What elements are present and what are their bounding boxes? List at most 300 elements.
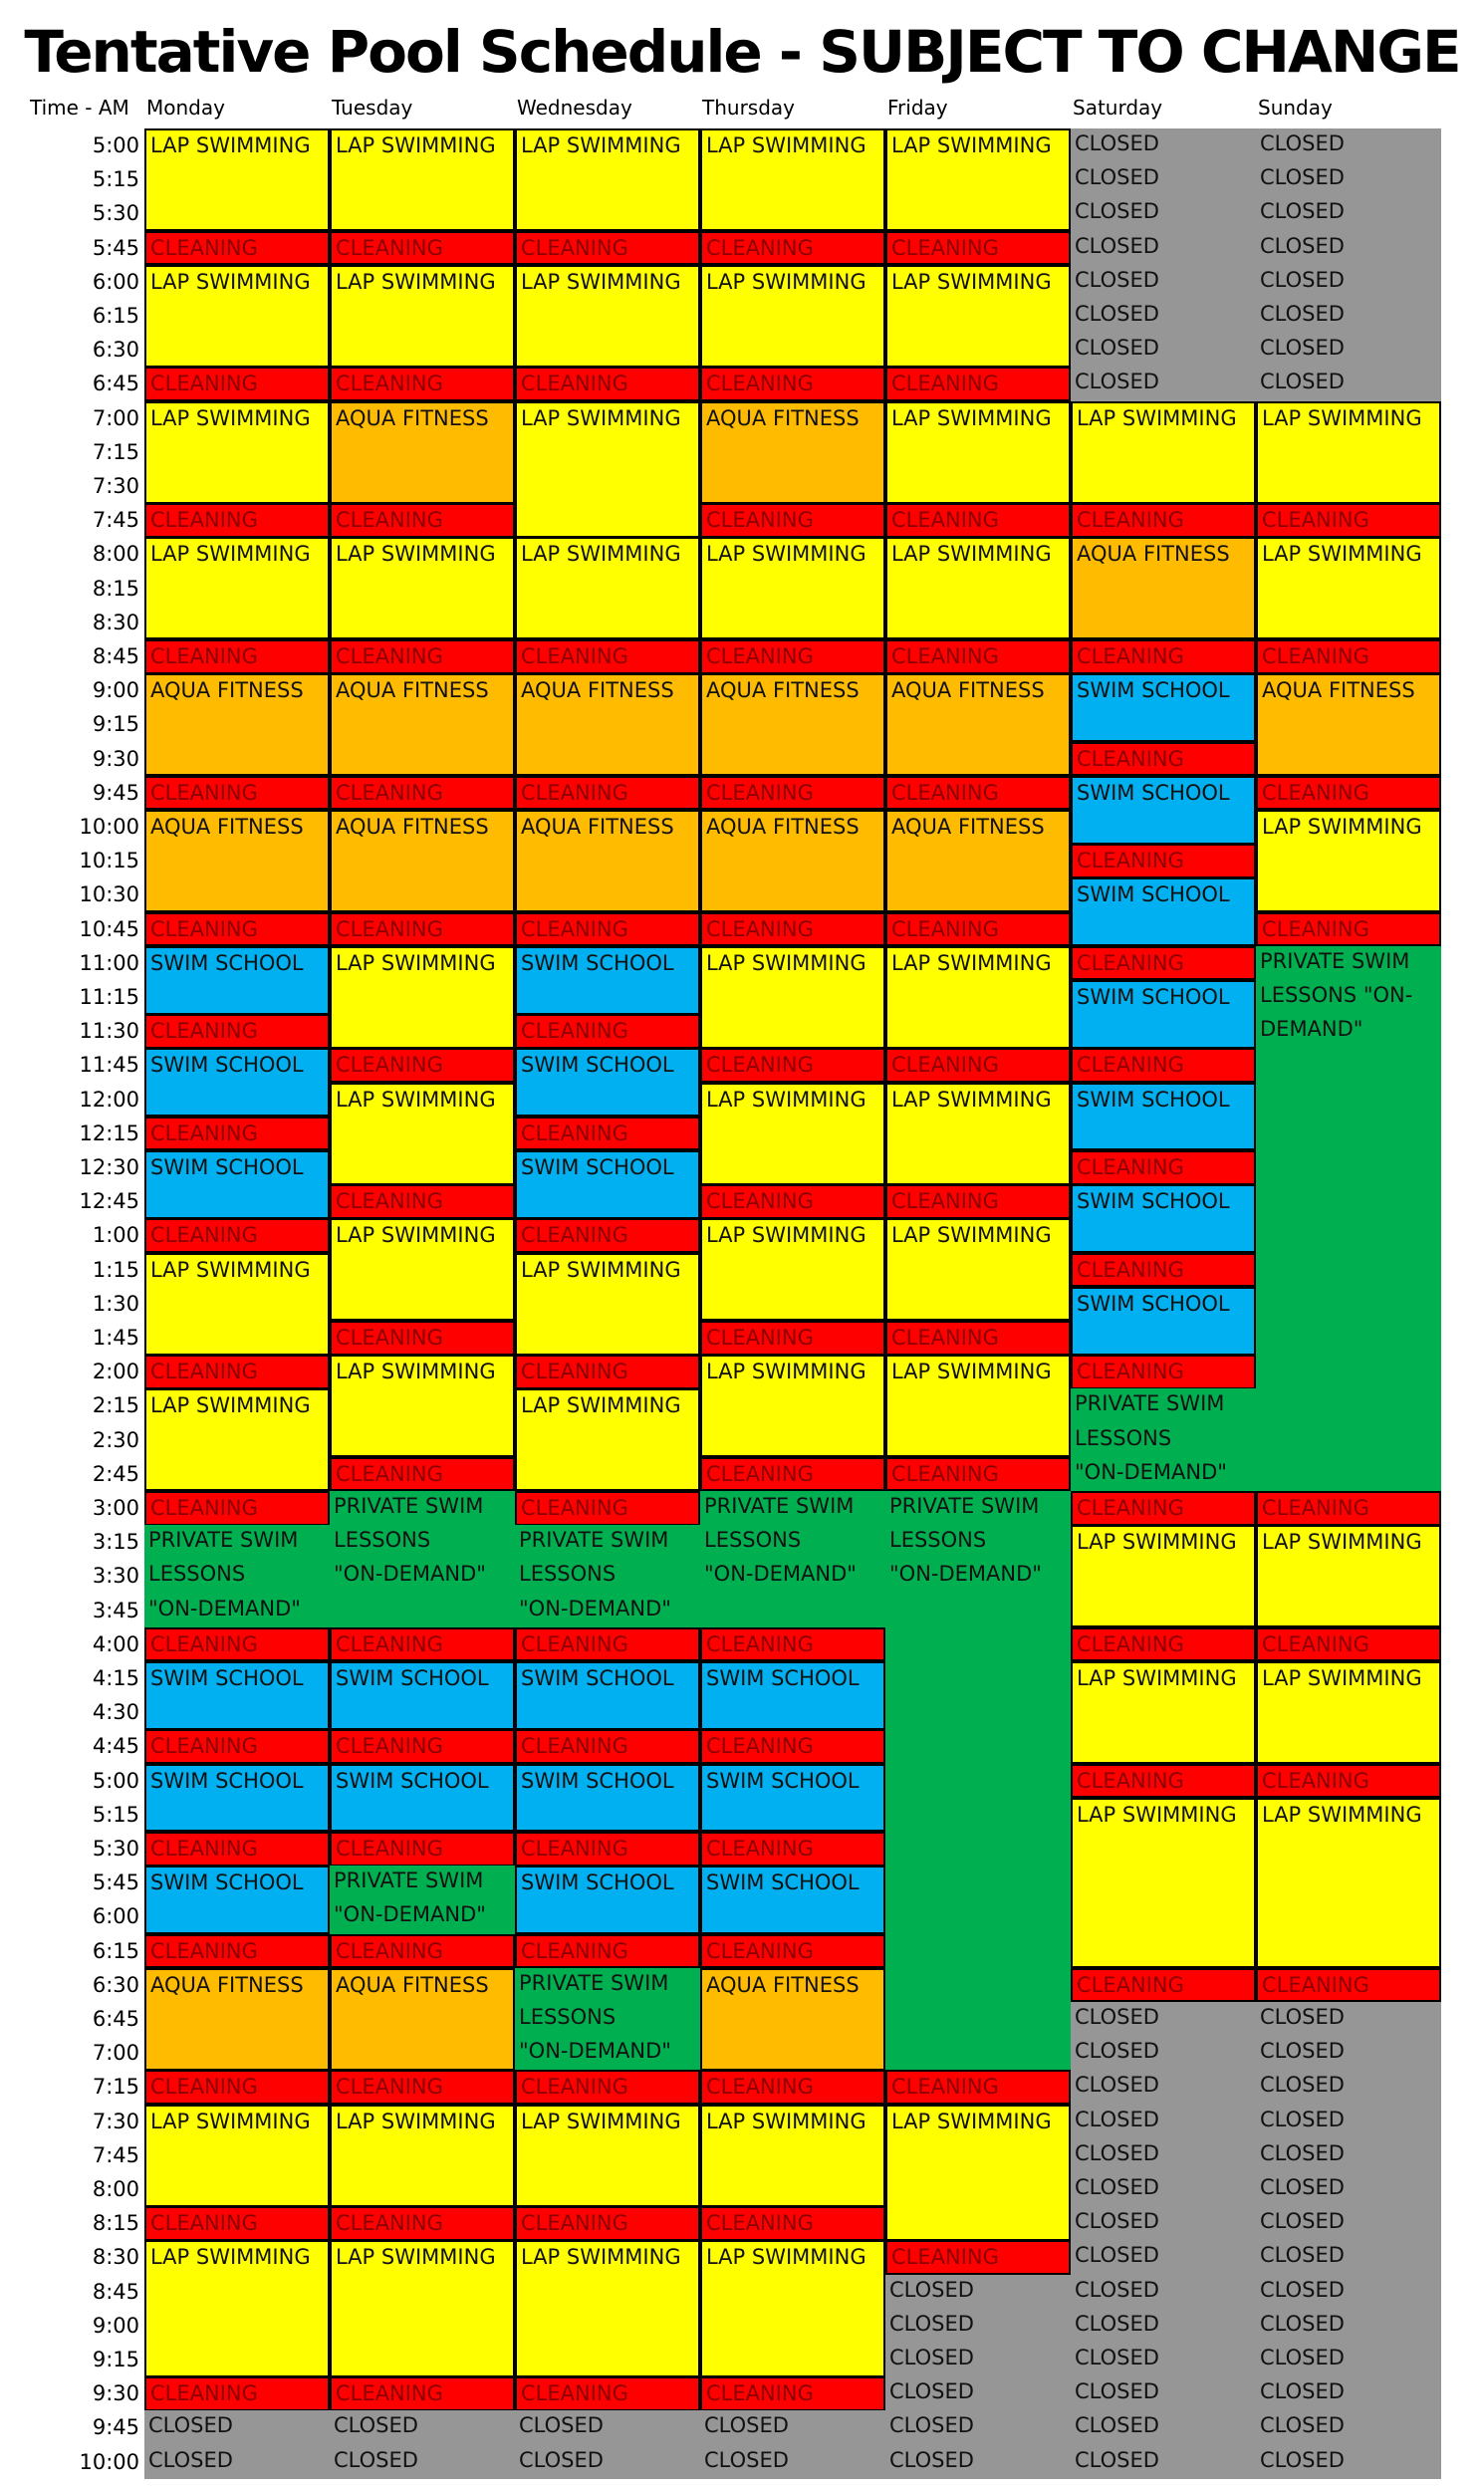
schedule-block-lap bbox=[700, 1355, 885, 1457]
block-label: CLOSED bbox=[148, 2447, 233, 2472]
schedule-block-aqua bbox=[330, 401, 515, 504]
time-label: 12:00 bbox=[79, 1087, 139, 1112]
time-label: 7:00 bbox=[92, 2041, 139, 2066]
schedule-block-clean bbox=[330, 1184, 515, 1219]
block-label: CLEANING bbox=[706, 2075, 814, 2100]
block-label: CLEANING bbox=[1262, 1768, 1369, 1793]
schedule-block-swim bbox=[515, 946, 700, 1015]
schedule-block-clean bbox=[330, 776, 515, 811]
block-label: CLEANING bbox=[521, 235, 628, 260]
block-label: LAP SWIMMING bbox=[1262, 1530, 1422, 1555]
block-label: "ON-DEMAND" bbox=[334, 1562, 486, 1587]
block-label: CLOSED bbox=[1075, 2277, 1159, 2302]
schedule-block-lap bbox=[885, 2105, 1071, 2241]
schedule-block-swim bbox=[1071, 1184, 1256, 1253]
block-label: CLOSED bbox=[1260, 2073, 1345, 2098]
block-label: CLEANING bbox=[891, 372, 999, 396]
block-label: CLOSED bbox=[519, 2447, 604, 2472]
block-label: CLOSED bbox=[1075, 131, 1159, 155]
schedule-block-clean bbox=[1071, 742, 1256, 777]
schedule-block-clean bbox=[515, 2376, 700, 2411]
time-label: 11:45 bbox=[79, 1053, 139, 1078]
block-label: AQUA FITNESS bbox=[336, 815, 489, 839]
time-label: 5:30 bbox=[92, 201, 139, 226]
block-label: CLEANING bbox=[891, 1189, 999, 1214]
schedule-block-lap bbox=[700, 128, 885, 231]
schedule-block-lap bbox=[700, 2105, 885, 2207]
time-label: 6:00 bbox=[92, 1904, 139, 1929]
block-label: CLOSED bbox=[1260, 2379, 1345, 2404]
block-label: LAP SWIMMING bbox=[521, 133, 681, 157]
time-label: 5:00 bbox=[92, 133, 139, 157]
schedule-block-clean bbox=[1071, 1048, 1256, 1083]
schedule-block-clean bbox=[144, 1218, 330, 1253]
block-label: CLEANING bbox=[1077, 1496, 1184, 1520]
block-label: LAP SWIMMING bbox=[150, 542, 311, 567]
time-label: 12:30 bbox=[79, 1155, 139, 1179]
block-label: CLEANING bbox=[1262, 780, 1369, 805]
schedule-block-lap bbox=[515, 2240, 700, 2376]
schedule-block-clean bbox=[144, 1117, 330, 1151]
schedule-block-lap bbox=[885, 128, 1071, 231]
time-label: 4:30 bbox=[92, 1700, 139, 1725]
schedule-block-aqua bbox=[1256, 673, 1441, 776]
schedule-block-clean bbox=[144, 1627, 330, 1662]
block-label: CLEANING bbox=[150, 508, 258, 533]
block-label: CLOSED bbox=[1075, 233, 1159, 258]
schedule-block-swim bbox=[330, 1764, 515, 1833]
block-label: LAP SWIMMING bbox=[706, 2245, 866, 2270]
block-label: LAP SWIMMING bbox=[1077, 405, 1237, 430]
block-label: CLEANING bbox=[336, 2381, 443, 2406]
schedule-block-closed bbox=[1071, 2036, 1256, 2071]
schedule-block-clean bbox=[144, 1491, 330, 1526]
block-label: LAP SWIMMING bbox=[336, 542, 496, 567]
schedule-block-lap bbox=[515, 2105, 700, 2207]
schedule-block-swim bbox=[1071, 1083, 1256, 1151]
block-label: AQUA FITNESS bbox=[336, 678, 489, 703]
block-label: CLEANING bbox=[706, 2381, 814, 2406]
schedule-block-clean bbox=[330, 1729, 515, 1764]
block-label: CLEANING bbox=[336, 2211, 443, 2236]
block-label: CLOSED bbox=[1075, 2073, 1159, 2098]
schedule-block-lap bbox=[1071, 401, 1256, 504]
schedule-block-lap bbox=[330, 946, 515, 1049]
block-label: CLEANING bbox=[150, 1120, 258, 1145]
block-label: LAP SWIMMING bbox=[150, 405, 311, 430]
schedule-block-aqua bbox=[144, 673, 330, 776]
time-label: 8:45 bbox=[92, 2279, 139, 2304]
block-label: LAP SWIMMING bbox=[336, 950, 496, 975]
block-label: CLEANING bbox=[521, 1120, 628, 1145]
block-label: CLOSED bbox=[1260, 2413, 1345, 2438]
block-label: PRIVATE SWIM bbox=[889, 1494, 1040, 1518]
time-label: 5:30 bbox=[92, 1837, 139, 1861]
schedule-block-clean bbox=[885, 1321, 1071, 1356]
schedule-block-clean bbox=[700, 231, 885, 266]
block-label: LAP SWIMMING bbox=[891, 2109, 1052, 2133]
schedule-block-clean bbox=[330, 2070, 515, 2105]
schedule-block-closed bbox=[885, 2343, 1071, 2377]
time-label: 2:45 bbox=[92, 1461, 139, 1486]
schedule-block-swim bbox=[700, 1866, 885, 1934]
block-label: CLEANING bbox=[150, 1734, 258, 1759]
block-label: LAP SWIMMING bbox=[891, 1360, 1052, 1384]
block-label: SWIM SCHOOL bbox=[521, 1870, 674, 1895]
schedule-block-clean bbox=[144, 1729, 330, 1764]
block-label: PRIVATE SWIM bbox=[704, 1494, 855, 1518]
block-label: CLOSED bbox=[1260, 2447, 1345, 2472]
schedule-block-lap bbox=[515, 1253, 700, 1356]
schedule-block-swim bbox=[144, 1661, 330, 1730]
block-label: CLEANING bbox=[150, 235, 258, 260]
schedule-block-closed bbox=[1256, 299, 1441, 334]
block-label: SWIM SCHOOL bbox=[706, 1768, 860, 1793]
block-label: CLEANING bbox=[706, 508, 814, 533]
block-label: AQUA FITNESS bbox=[1262, 678, 1415, 703]
time-label: 6:15 bbox=[92, 1938, 139, 1963]
schedule-block-aqua bbox=[330, 810, 515, 912]
schedule-block-closed bbox=[1256, 2343, 1441, 2377]
day-header-thursday: Thursday bbox=[702, 96, 795, 120]
schedule-block-closed bbox=[1256, 162, 1441, 197]
schedule-block-swim bbox=[144, 1048, 330, 1117]
time-label: 10:30 bbox=[79, 882, 139, 907]
schedule-block-swim bbox=[1071, 673, 1256, 742]
day-header-wednesday: Wednesday bbox=[517, 96, 632, 120]
block-label: CLEANING bbox=[706, 372, 814, 396]
block-label: AQUA FITNESS bbox=[706, 405, 860, 430]
time-label: 1:00 bbox=[92, 1223, 139, 1248]
time-label: 6:15 bbox=[92, 304, 139, 328]
schedule-block-swim bbox=[1071, 776, 1256, 845]
time-label: 7:15 bbox=[92, 439, 139, 464]
schedule-block-aqua bbox=[700, 401, 885, 504]
schedule-block-clean bbox=[700, 2070, 885, 2105]
block-label: CLOSED bbox=[1075, 2311, 1159, 2336]
block-label: CLEANING bbox=[336, 1734, 443, 1759]
schedule-block-clean bbox=[330, 367, 515, 401]
block-label: CLOSED bbox=[334, 2447, 418, 2472]
schedule-block-clean bbox=[700, 2206, 885, 2241]
schedule-block-closed bbox=[1071, 2070, 1256, 2105]
block-label: CLOSED bbox=[334, 2413, 418, 2438]
schedule-block-lap bbox=[885, 537, 1071, 639]
schedule-block-closed bbox=[1071, 367, 1256, 401]
block-label: SWIM SCHOOL bbox=[150, 950, 304, 975]
schedule-block-closed bbox=[1256, 2275, 1441, 2310]
block-label: CLEANING bbox=[521, 644, 628, 668]
time-label: 11:00 bbox=[79, 950, 139, 975]
schedule-block-aqua bbox=[1071, 537, 1256, 639]
block-label: LAP SWIMMING bbox=[336, 269, 496, 294]
block-label: CLEANING bbox=[521, 1631, 628, 1656]
block-label: LAP SWIMMING bbox=[521, 542, 681, 567]
block-label: SWIM SCHOOL bbox=[1077, 985, 1230, 1009]
schedule-block-clean bbox=[330, 231, 515, 266]
time-label: 2:15 bbox=[92, 1393, 139, 1418]
block-label: LAP SWIMMING bbox=[891, 269, 1052, 294]
block-label: AQUA FITNESS bbox=[706, 678, 860, 703]
schedule-block-priv bbox=[1071, 1388, 1256, 1491]
block-label: CLOSED bbox=[1260, 2311, 1345, 2336]
block-label: LAP SWIMMING bbox=[706, 1360, 866, 1384]
time-label: 4:15 bbox=[92, 1666, 139, 1690]
block-label: CLEANING bbox=[521, 1223, 628, 1248]
block-label: CLEANING bbox=[521, 916, 628, 941]
schedule-block-clean bbox=[515, 1729, 700, 1764]
schedule-block-lap bbox=[144, 2105, 330, 2207]
time-label: 5:00 bbox=[92, 1768, 139, 1793]
schedule-block-clean bbox=[144, 1014, 330, 1049]
schedule-block-swim bbox=[515, 1150, 700, 1219]
block-label: SWIM SCHOOL bbox=[1077, 1189, 1230, 1214]
block-label: CLEANING bbox=[706, 1938, 814, 1963]
time-label: 3:30 bbox=[92, 1564, 139, 1589]
block-label: CLEANING bbox=[1077, 1053, 1184, 1078]
schedule-block-clean bbox=[144, 503, 330, 538]
block-label: LAP SWIMMING bbox=[336, 2245, 496, 2270]
time-label: 6:30 bbox=[92, 1972, 139, 1997]
block-label: CLEANING bbox=[1077, 1360, 1184, 1384]
day-header-saturday: Saturday bbox=[1073, 96, 1163, 120]
time-label: 9:15 bbox=[92, 2348, 139, 2371]
schedule-block-lap bbox=[885, 1218, 1071, 1321]
schedule-block-closed bbox=[1256, 2309, 1441, 2344]
schedule-block-clean bbox=[700, 776, 885, 811]
schedule-block-clean bbox=[515, 2070, 700, 2105]
block-label: CLEANING bbox=[891, 644, 999, 668]
schedule-block-clean bbox=[1071, 1968, 1256, 2003]
block-label: CLEANING bbox=[150, 1019, 258, 1044]
block-label: CLEANING bbox=[1077, 644, 1184, 668]
block-label: PRIVATE SWIM bbox=[519, 1970, 669, 1995]
schedule-block-closed bbox=[1256, 367, 1441, 401]
time-label: 8:00 bbox=[92, 2177, 139, 2201]
block-label: CLEANING bbox=[150, 1223, 258, 1248]
block-label: CLEANING bbox=[150, 644, 258, 668]
time-label: 5:15 bbox=[92, 1802, 139, 1827]
block-label: CLOSED bbox=[1075, 199, 1159, 224]
time-label: 1:45 bbox=[92, 1326, 139, 1350]
schedule-block-closed bbox=[1071, 162, 1256, 197]
block-label: LAP SWIMMING bbox=[706, 1087, 866, 1112]
block-label: SWIM SCHOOL bbox=[336, 1768, 489, 1793]
schedule-block-clean bbox=[144, 776, 330, 811]
schedule-block-closed bbox=[1256, 2036, 1441, 2071]
day-header-friday: Friday bbox=[887, 96, 948, 120]
block-label: LAP SWIMMING bbox=[150, 133, 311, 157]
schedule-block-swim bbox=[144, 1866, 330, 1934]
block-label: LAP SWIMMING bbox=[336, 133, 496, 157]
schedule-block-clean bbox=[885, 503, 1071, 538]
schedule-block-clean bbox=[700, 1457, 885, 1492]
schedule-block-closed bbox=[1256, 196, 1441, 231]
schedule-block-priv bbox=[515, 1968, 700, 2071]
block-label: CLEANING bbox=[150, 1360, 258, 1384]
schedule-block-clean bbox=[1256, 776, 1441, 811]
block-label: CLEANING bbox=[1077, 1155, 1184, 1179]
schedule-block-lap bbox=[330, 1083, 515, 1185]
block-label: CLOSED bbox=[1075, 2039, 1159, 2064]
block-label: CLEANING bbox=[706, 1734, 814, 1759]
block-label: AQUA FITNESS bbox=[891, 815, 1045, 839]
block-label: "ON-DEMAND" bbox=[519, 1596, 671, 1620]
time-label: 7:30 bbox=[92, 2109, 139, 2133]
schedule-block-clean bbox=[885, 2070, 1071, 2105]
schedule-block-closed bbox=[1256, 265, 1441, 300]
block-label: CLEANING bbox=[706, 916, 814, 941]
schedule-block-lap bbox=[330, 2105, 515, 2207]
block-label: CLEANING bbox=[521, 1360, 628, 1384]
time-label: 9:45 bbox=[92, 2415, 139, 2440]
block-label: CLOSED bbox=[1075, 2243, 1159, 2268]
time-label: 5:45 bbox=[92, 1870, 139, 1895]
schedule-block-swim bbox=[515, 1866, 700, 1934]
schedule-block-clean bbox=[144, 2206, 330, 2241]
schedule-block-aqua bbox=[515, 810, 700, 912]
block-label: CLEANING bbox=[336, 508, 443, 533]
block-label: PRIVATE SWIM bbox=[334, 1868, 484, 1893]
block-label: CLOSED bbox=[1075, 370, 1159, 394]
schedule-block-closed bbox=[1071, 2172, 1256, 2207]
time-label: 9:45 bbox=[92, 780, 139, 805]
block-label: CLOSED bbox=[1075, 165, 1159, 190]
schedule-block-clean bbox=[1071, 1491, 1256, 1526]
schedule-block-closed bbox=[1256, 2172, 1441, 2207]
block-label: CLOSED bbox=[1260, 2107, 1345, 2131]
schedule-block-aqua bbox=[700, 810, 885, 912]
time-label: 10:45 bbox=[79, 916, 139, 941]
schedule-block-closed bbox=[515, 2410, 700, 2445]
block-label: CLOSED bbox=[889, 2311, 974, 2336]
schedule-block-clean bbox=[330, 2206, 515, 2241]
schedule-block-clean bbox=[1071, 1355, 1256, 1389]
block-label: CLEANING bbox=[1077, 1257, 1184, 1282]
schedule-block-closed bbox=[1071, 128, 1256, 163]
block-label: AQUA FITNESS bbox=[150, 678, 304, 703]
schedule-block-closed bbox=[885, 2309, 1071, 2344]
time-label: 7:15 bbox=[92, 2075, 139, 2100]
schedule-block-clean bbox=[700, 2376, 885, 2411]
block-label: CLOSED bbox=[889, 2413, 974, 2438]
schedule-block-closed bbox=[1256, 2445, 1441, 2480]
block-label: CLOSED bbox=[148, 2413, 233, 2438]
schedule-block-closed bbox=[1256, 2376, 1441, 2411]
block-label: CLEANING bbox=[891, 2075, 999, 2100]
block-label: CLEANING bbox=[336, 644, 443, 668]
block-label: LESSONS bbox=[889, 1528, 987, 1553]
time-label: 7:00 bbox=[92, 405, 139, 430]
time-label: 6:45 bbox=[92, 2007, 139, 2031]
block-label: SWIM SCHOOL bbox=[1077, 1291, 1230, 1316]
schedule-block-closed bbox=[1071, 2445, 1256, 2480]
schedule-block-lap bbox=[885, 946, 1071, 1049]
schedule-block-clean bbox=[1071, 1764, 1256, 1799]
block-label: LAP SWIMMING bbox=[150, 2245, 311, 2270]
block-label: LAP SWIMMING bbox=[706, 2109, 866, 2133]
block-label: CLOSED bbox=[1260, 233, 1345, 258]
block-label: AQUA FITNESS bbox=[336, 1972, 489, 1997]
block-label: LAP SWIMMING bbox=[336, 1087, 496, 1112]
block-label: CLOSED bbox=[889, 2277, 974, 2302]
schedule-block-closed bbox=[1071, 2343, 1256, 2377]
block-label: CLOSED bbox=[704, 2413, 789, 2438]
block-label: LAP SWIMMING bbox=[706, 133, 866, 157]
block-label: LAP SWIMMING bbox=[1262, 1802, 1422, 1827]
schedule-block-priv bbox=[1256, 946, 1441, 1492]
block-label: AQUA FITNESS bbox=[521, 678, 674, 703]
block-label: LAP SWIMMING bbox=[891, 542, 1052, 567]
schedule-block-clean bbox=[1071, 1627, 1256, 1662]
time-label: 8:30 bbox=[92, 610, 139, 634]
block-label: "ON-DEMAND" bbox=[704, 1562, 857, 1587]
block-label: CLOSED bbox=[1075, 2413, 1159, 2438]
block-label: CLOSED bbox=[889, 2379, 974, 2404]
block-label: LAP SWIMMING bbox=[1077, 1530, 1237, 1555]
schedule-block-closed bbox=[700, 2445, 885, 2480]
time-label: 6:00 bbox=[92, 269, 139, 294]
block-label: LAP SWIMMING bbox=[706, 1223, 866, 1248]
schedule-block-lap bbox=[1256, 1525, 1441, 1627]
schedule-block-lap bbox=[515, 537, 700, 639]
schedule-block-lap bbox=[1071, 1661, 1256, 1764]
schedule-block-lap bbox=[144, 265, 330, 368]
block-label: DEMAND" bbox=[1260, 1017, 1363, 1042]
schedule-block-closed bbox=[885, 2410, 1071, 2445]
schedule-block-clean bbox=[700, 1832, 885, 1867]
schedule-block-closed bbox=[1071, 231, 1256, 266]
block-label: CLEANING bbox=[521, 1734, 628, 1759]
block-label: CLOSED bbox=[1075, 2140, 1159, 2165]
schedule-block-aqua bbox=[515, 673, 700, 776]
schedule-block-clean bbox=[144, 1832, 330, 1867]
schedule-block-clean bbox=[885, 776, 1071, 811]
schedule-block-lap bbox=[885, 1355, 1071, 1457]
schedule-block-lap bbox=[1256, 810, 1441, 912]
schedule-block-clean bbox=[700, 1048, 885, 1083]
schedule-block-lap bbox=[515, 128, 700, 231]
time-label: 9:15 bbox=[92, 712, 139, 737]
block-label: CLOSED bbox=[1260, 336, 1345, 361]
block-label: CLOSED bbox=[1260, 199, 1345, 224]
schedule-block-closed bbox=[1071, 2240, 1256, 2275]
schedule-block-closed bbox=[1071, 2138, 1256, 2173]
block-label: PRIVATE SWIM bbox=[148, 1528, 299, 1553]
schedule-block-lap bbox=[700, 537, 885, 639]
block-label: LAP SWIMMING bbox=[521, 1257, 681, 1282]
block-label: LAP SWIMMING bbox=[706, 950, 866, 975]
schedule-block-lap bbox=[1256, 1661, 1441, 1764]
block-label: CLOSED bbox=[1075, 2447, 1159, 2472]
schedule-block-swim bbox=[515, 1764, 700, 1833]
schedule-block-lap bbox=[515, 265, 700, 368]
block-label: SWIM SCHOOL bbox=[521, 1768, 674, 1793]
block-label: CLEANING bbox=[521, 780, 628, 805]
schedule-block-clean bbox=[1256, 912, 1441, 947]
block-label: LESSONS bbox=[148, 1562, 246, 1587]
schedule-block-closed bbox=[1071, 2376, 1256, 2411]
block-label: CLEANING bbox=[891, 1326, 999, 1350]
schedule-block-clean bbox=[144, 1355, 330, 1389]
block-label: AQUA FITNESS bbox=[150, 1972, 304, 1997]
schedule-block-clean bbox=[330, 1457, 515, 1492]
schedule-block-clean bbox=[885, 1048, 1071, 1083]
schedule-block-clean bbox=[885, 639, 1071, 674]
time-label: 12:45 bbox=[79, 1189, 139, 1214]
schedule-block-lap bbox=[885, 265, 1071, 368]
day-header-monday: Monday bbox=[146, 96, 225, 120]
